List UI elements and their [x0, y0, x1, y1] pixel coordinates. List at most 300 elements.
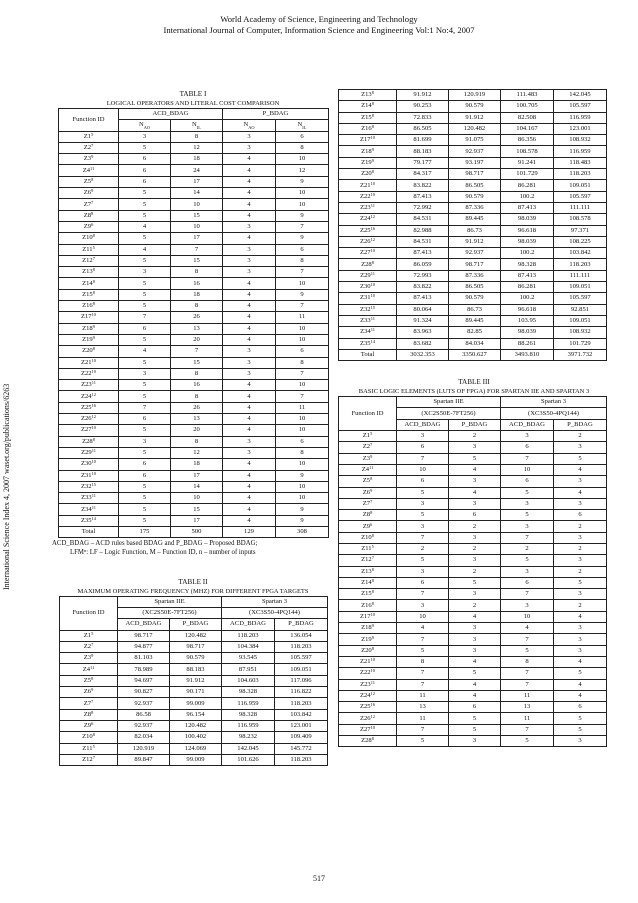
value-cell: 3: [449, 623, 501, 634]
value-cell: 10: [276, 493, 329, 504]
value-cell: 17: [171, 176, 223, 187]
value-cell: 109.051: [554, 180, 607, 191]
table1-row: [59, 199, 329, 210]
value-cell: 3: [554, 555, 607, 566]
function-id-cell: $Z22^{10}$: [339, 668, 397, 679]
value-cell: 8: [276, 255, 329, 266]
value-cell: 9: [276, 233, 329, 244]
value-cell: 10: [276, 323, 329, 334]
value-cell: 2: [449, 600, 501, 611]
value-cell: 5: [554, 724, 607, 735]
table1-header-nil-acd: NIL: [171, 120, 223, 131]
table3-row: [339, 431, 607, 442]
function-id-cell: $Z5^8$: [339, 476, 397, 487]
value-cell: 7: [397, 679, 449, 690]
function-id-cell: $Z7^7$: [60, 698, 118, 709]
table3-row: [339, 623, 607, 634]
table1: [58, 108, 329, 538]
table1-row: [59, 323, 329, 334]
table1-row: [59, 233, 329, 244]
function-id-cell: $Z3^9$: [339, 453, 397, 464]
value-cell: 3: [449, 634, 501, 645]
function-id-cell: $Z11^5$: [339, 543, 397, 554]
function-id-cell: $Z21^{10}$: [339, 180, 397, 191]
value-cell: 4: [449, 656, 501, 667]
table2-cont-row: [339, 123, 607, 134]
value-cell: 4: [397, 623, 449, 634]
value-cell: 3: [449, 736, 501, 747]
function-id-cell: $Z31^{10}$: [339, 293, 397, 304]
value-cell: 3: [397, 431, 449, 442]
value-cell: 8: [171, 131, 223, 142]
function-id-cell: $Z25^{16}$: [339, 702, 397, 713]
value-cell: 4: [223, 154, 276, 165]
table2-cont-row: [339, 112, 607, 123]
value-cell: 3: [501, 600, 554, 611]
value-cell: 81.103: [118, 653, 170, 664]
table3-header-pb-s3: P_BDAG: [554, 419, 607, 430]
table2-cont-row: [339, 169, 607, 180]
value-cell: 4: [223, 312, 276, 323]
value-cell: 92.937: [118, 720, 170, 731]
value-cell: 93.197: [449, 157, 501, 168]
value-cell: 4: [554, 464, 607, 475]
value-cell: 103.842: [554, 248, 607, 259]
value-cell: 5: [501, 555, 554, 566]
value-cell: 120.919: [449, 90, 501, 101]
value-cell: 4: [449, 464, 501, 475]
value-cell: 5: [119, 425, 171, 436]
table3-row: [339, 532, 607, 543]
value-cell: 4: [223, 380, 276, 391]
value-cell: 91.912: [449, 236, 501, 247]
value-cell: 120.482: [170, 630, 222, 641]
function-id-cell: $Z35^{14}$: [339, 338, 397, 349]
function-id-cell: $Z27^{10}$: [339, 724, 397, 735]
value-cell: 15: [171, 210, 223, 221]
function-id-cell: $Z26^{12}$: [59, 414, 119, 425]
value-cell: 5: [554, 668, 607, 679]
value-cell: 2: [449, 566, 501, 577]
table3-row: [339, 634, 607, 645]
table2-header-acd-s2: ACD_BDAG: [118, 619, 170, 630]
table2-row: [60, 687, 328, 698]
table1-row: [59, 334, 329, 345]
value-cell: 10: [276, 188, 329, 199]
value-cell: 5: [501, 510, 554, 521]
table3-row: [339, 521, 607, 532]
table3-header-spartan3-part: (XC3S50-4PQ144): [501, 408, 607, 419]
value-cell: 109.409: [275, 732, 328, 743]
table2-row: [60, 732, 328, 743]
table1-row: [59, 142, 329, 153]
value-cell: 89.445: [449, 315, 501, 326]
table3-row: [339, 702, 607, 713]
table1-row: [59, 414, 329, 425]
value-cell: 103.95: [501, 315, 554, 326]
value-cell: 3: [554, 623, 607, 634]
function-id-cell: $Z17^{10}$: [339, 611, 397, 622]
table2-cont-row: [339, 236, 607, 247]
value-cell: 104.167: [501, 123, 554, 134]
value-cell: 10: [276, 278, 329, 289]
value-cell: 11: [501, 690, 554, 701]
value-cell: 2: [449, 431, 501, 442]
value-cell: 4: [223, 515, 276, 526]
value-cell: 5: [397, 510, 449, 521]
value-cell: 7: [276, 391, 329, 402]
value-cell: 4: [223, 504, 276, 515]
value-cell: 4: [554, 656, 607, 667]
value-cell: 7: [501, 589, 554, 600]
value-cell: 2: [554, 521, 607, 532]
value-cell: 12: [171, 142, 223, 153]
function-id-cell: $Z20^8$: [59, 346, 119, 357]
value-cell: 86.356: [501, 135, 554, 146]
value-cell: 6: [119, 470, 171, 481]
function-id-cell: $Z9^6$: [339, 521, 397, 532]
table1-row: [59, 267, 329, 278]
function-id-cell: $Z32^{15}$: [339, 304, 397, 315]
value-cell: 5: [554, 713, 607, 724]
value-cell: 3: [119, 436, 171, 447]
function-id-cell: $Z33^{11}$: [339, 315, 397, 326]
value-cell: 3: [397, 521, 449, 532]
value-cell: 83.822: [397, 180, 449, 191]
function-id-cell: $Z15^8$: [339, 112, 397, 123]
table1-row: [59, 402, 329, 413]
function-id-cell: $Z24^{12}$: [339, 214, 397, 225]
value-cell: 7: [501, 668, 554, 679]
table2-cont-row: [339, 191, 607, 202]
value-cell: 123.001: [275, 720, 328, 731]
value-cell: 98.328: [222, 709, 275, 720]
value-cell: 105.597: [275, 653, 328, 664]
table1-row: [59, 391, 329, 402]
table2-row: [60, 698, 328, 709]
table1-header-nil-pb: NIL: [276, 120, 329, 131]
value-cell: 90.579: [449, 101, 501, 112]
value-cell: 83.822: [397, 282, 449, 293]
table1-row: [59, 221, 329, 232]
table2-caption-number: TABLE II: [178, 577, 208, 586]
value-cell: 3: [449, 498, 501, 509]
value-cell: 4: [119, 244, 171, 255]
value-cell: 4: [223, 334, 276, 345]
table2-cont-row: [339, 259, 607, 270]
table3-row: [339, 442, 607, 453]
value-cell: 4: [223, 493, 276, 504]
table1-row: [59, 301, 329, 312]
value-cell: 100.2: [501, 248, 554, 259]
value-cell: 5: [119, 481, 171, 492]
value-cell: 7: [501, 679, 554, 690]
value-cell: 3: [501, 431, 554, 442]
function-id-cell: $Z16^8$: [59, 301, 119, 312]
value-cell: 4: [554, 611, 607, 622]
value-cell: 5: [119, 357, 171, 368]
value-cell: 6: [501, 476, 554, 487]
value-cell: 94.877: [118, 641, 170, 652]
table1-row: [59, 470, 329, 481]
value-cell: 7: [501, 453, 554, 464]
value-cell: 92.851: [554, 304, 607, 315]
function-id-cell: $Z14^8$: [59, 278, 119, 289]
function-id-cell: $Z29^{11}$: [339, 270, 397, 281]
value-cell: 4: [223, 165, 276, 176]
value-cell: 6: [501, 577, 554, 588]
value-cell: 87.413: [397, 293, 449, 304]
function-id-cell: $Z17^{10}$: [339, 135, 397, 146]
function-id-cell: $Z25^{16}$: [59, 402, 119, 413]
function-id-cell: $Z24^{12}$: [59, 391, 119, 402]
value-cell: 90.171: [170, 687, 222, 698]
table1-caption-number: TABLE I: [179, 90, 207, 98]
value-cell: 96.618: [501, 304, 554, 315]
value-cell: 98.717: [449, 169, 501, 180]
table2-cont-row: [339, 225, 607, 236]
table1-row: [59, 176, 329, 187]
value-cell: 109.051: [275, 664, 328, 675]
value-cell: 9: [276, 210, 329, 221]
table2-cont-row: [339, 315, 607, 326]
function-id-cell: $Z16^8$: [339, 123, 397, 134]
value-cell: 100.705: [501, 101, 554, 112]
table3-row: [339, 453, 607, 464]
value-cell: 3: [554, 645, 607, 656]
value-cell: 8: [171, 301, 223, 312]
value-cell: 11: [501, 713, 554, 724]
value-cell: 2: [554, 566, 607, 577]
table1-header-function-id: Function ID: [59, 109, 119, 132]
function-id-cell: $Z25^{16}$: [339, 225, 397, 236]
value-cell: 5: [119, 504, 171, 515]
table2-cont-row: [339, 202, 607, 213]
value-cell: 13: [501, 702, 554, 713]
value-cell: 8: [171, 391, 223, 402]
value-cell: 5: [119, 210, 171, 221]
function-id-cell: $Z22^{10}$: [59, 368, 119, 379]
value-cell: 90.579: [170, 653, 222, 664]
table2-cont-row: [339, 214, 607, 225]
value-cell: 3: [554, 532, 607, 543]
value-cell: 98.717: [449, 259, 501, 270]
function-id-cell: $Z17^{10}$: [59, 312, 119, 323]
value-cell: 11: [276, 402, 329, 413]
table3-row: [339, 736, 607, 747]
function-id-cell: $Z4^{11}$: [59, 165, 119, 176]
table1-header-acd: ACD_BDAG: [119, 109, 223, 120]
table1-row: [59, 255, 329, 266]
value-cell: 10: [397, 464, 449, 475]
value-cell: 10: [397, 611, 449, 622]
value-cell: 4: [119, 221, 171, 232]
value-cell: 3: [449, 589, 501, 600]
table1-row: [59, 504, 329, 515]
value-cell: 120.482: [170, 720, 222, 731]
function-id-cell: $Z18^9$: [339, 146, 397, 157]
journal-header-line1: World Academy of Science, Engineering and Technology: [220, 14, 418, 24]
table1-header-nao-pb: NAO: [223, 120, 276, 131]
value-cell: 108.932: [554, 135, 607, 146]
table2-header-spartan3-name: Spartan 3: [222, 596, 328, 607]
table1-row: [59, 210, 329, 221]
table1-row: [59, 380, 329, 391]
value-cell: 10: [171, 493, 223, 504]
value-cell: 5: [397, 555, 449, 566]
table2-continued: [338, 89, 607, 361]
value-cell: 5: [501, 487, 554, 498]
table3-row: [339, 498, 607, 509]
function-id-cell: $Z9^6$: [60, 720, 118, 731]
value-cell: 88.183: [170, 664, 222, 675]
table3-row: [339, 577, 607, 588]
function-id-cell: $Z11^5$: [59, 244, 119, 255]
table3: [338, 396, 607, 747]
value-cell: 5: [449, 713, 501, 724]
value-cell: 93.545: [222, 653, 275, 664]
value-cell: 5: [119, 289, 171, 300]
value-cell: 4: [223, 425, 276, 436]
table3-header-function-id: Function ID: [339, 397, 397, 431]
value-cell: 6: [397, 442, 449, 453]
page-number: 517: [313, 874, 325, 883]
table2-cont-row: [339, 101, 607, 112]
function-id-cell: $Z15^8$: [339, 589, 397, 600]
value-cell: 86.505: [397, 123, 449, 134]
value-cell: 9: [276, 176, 329, 187]
value-cell: 4: [449, 487, 501, 498]
table3-header-spartan2-part: (XC2S50E-7FT256): [397, 408, 501, 419]
value-cell: 98.717: [118, 630, 170, 641]
value-cell: 7: [501, 532, 554, 543]
value-cell: 86.059: [397, 259, 449, 270]
function-id-cell: $Z4^{11}$: [339, 464, 397, 475]
function-id-cell: $Z6^9$: [60, 687, 118, 698]
table3-row: [339, 543, 607, 554]
value-cell: 99.009: [170, 698, 222, 709]
function-id-cell: $Z31^{10}$: [59, 470, 119, 481]
value-cell: 3: [119, 368, 171, 379]
table1-caption: [58, 90, 328, 108]
table3-row: [339, 566, 607, 577]
value-cell: 90.579: [449, 191, 501, 202]
table3-row: [339, 487, 607, 498]
function-id-cell: $Z14^8$: [339, 101, 397, 112]
value-cell: 5: [501, 736, 554, 747]
table2-caption: [58, 578, 328, 596]
value-cell: 82.85: [449, 327, 501, 338]
table3-header-spartan3-name: Spartan 3: [501, 397, 607, 408]
value-cell: 5: [119, 380, 171, 391]
value-cell: 10: [276, 334, 329, 345]
table2-cont-row: [339, 270, 607, 281]
function-id-cell: $Z8^8$: [339, 510, 397, 521]
value-cell: 7: [397, 634, 449, 645]
value-cell: 6: [276, 436, 329, 447]
table2-cont-row: [339, 157, 607, 168]
value-cell: 9: [276, 289, 329, 300]
function-id-cell: $Z28^8$: [339, 736, 397, 747]
value-cell: 118.203: [554, 169, 607, 180]
table3-row: [339, 611, 607, 622]
function-id-cell: $Z26^{12}$: [339, 236, 397, 247]
table2-row: [60, 754, 328, 765]
value-cell: 3: [223, 142, 276, 153]
table2-header-function-id: Function ID: [60, 596, 118, 630]
value-cell: 6: [397, 476, 449, 487]
value-cell: 7: [276, 368, 329, 379]
table1-row: [59, 154, 329, 165]
value-cell: 10: [276, 425, 329, 436]
value-cell: 3: [449, 442, 501, 453]
value-cell: 5: [554, 577, 607, 588]
value-cell: 7: [171, 244, 223, 255]
value-cell: 5: [119, 493, 171, 504]
value-cell: 86.281: [501, 180, 554, 191]
function-id-cell: $Z12^7$: [339, 555, 397, 566]
value-cell: 86.73: [449, 304, 501, 315]
function-id-cell: $Z30^{10}$: [59, 459, 119, 470]
function-id-cell: $Z19^9$: [339, 157, 397, 168]
function-id-cell: $Z27^{10}$: [339, 248, 397, 259]
value-cell: 98.328: [222, 687, 275, 698]
function-id-cell: $Z34^{11}$: [339, 327, 397, 338]
value-cell: 17: [171, 470, 223, 481]
value-cell: 100.2: [501, 191, 554, 202]
value-cell: 7: [397, 668, 449, 679]
function-id-cell: $Z1^5$: [59, 131, 119, 142]
value-cell: 4: [223, 470, 276, 481]
value-cell: 18: [171, 459, 223, 470]
value-cell: 118.203: [275, 641, 328, 652]
value-cell: 145.772: [275, 743, 328, 754]
value-cell: 10: [501, 611, 554, 622]
value-cell: 3: [397, 498, 449, 509]
table1-row: [59, 436, 329, 447]
function-id-cell: $Z28^8$: [339, 259, 397, 270]
value-cell: 5: [449, 577, 501, 588]
value-cell: 3: [554, 736, 607, 747]
table1-row: [59, 289, 329, 300]
value-cell: 5: [397, 736, 449, 747]
value-cell: 8: [276, 142, 329, 153]
function-id-cell: $Z34^{11}$: [59, 504, 119, 515]
value-cell: 103.842: [275, 709, 328, 720]
function-id-cell: $Z27^{10}$: [59, 425, 119, 436]
function-id-cell: $Z7^7$: [59, 199, 119, 210]
value-cell: 142.045: [554, 90, 607, 101]
value-cell: 96.618: [501, 225, 554, 236]
function-id-cell: $Z23^{11}$: [339, 202, 397, 213]
value-cell: 3: [449, 555, 501, 566]
left-column: [52, 90, 328, 766]
value-cell: 5: [119, 278, 171, 289]
value-cell: 2: [501, 543, 554, 554]
value-cell: 4: [223, 233, 276, 244]
table1-caption-title: LOGICAL OPERATORS AND LITERAL COST COMPARISON: [106, 100, 280, 107]
function-id-cell: $Z8^8$: [59, 210, 119, 221]
table3-row: [339, 589, 607, 600]
value-cell: 6: [119, 176, 171, 187]
value-cell: 3: [223, 368, 276, 379]
value-cell: 97.371: [554, 225, 607, 236]
value-cell: 105.597: [554, 101, 607, 112]
value-cell: 4: [223, 402, 276, 413]
table3-header-acd-s2: ACD_BDAG: [397, 419, 449, 430]
value-cell: 11: [397, 690, 449, 701]
value-cell: 92.937: [118, 698, 170, 709]
